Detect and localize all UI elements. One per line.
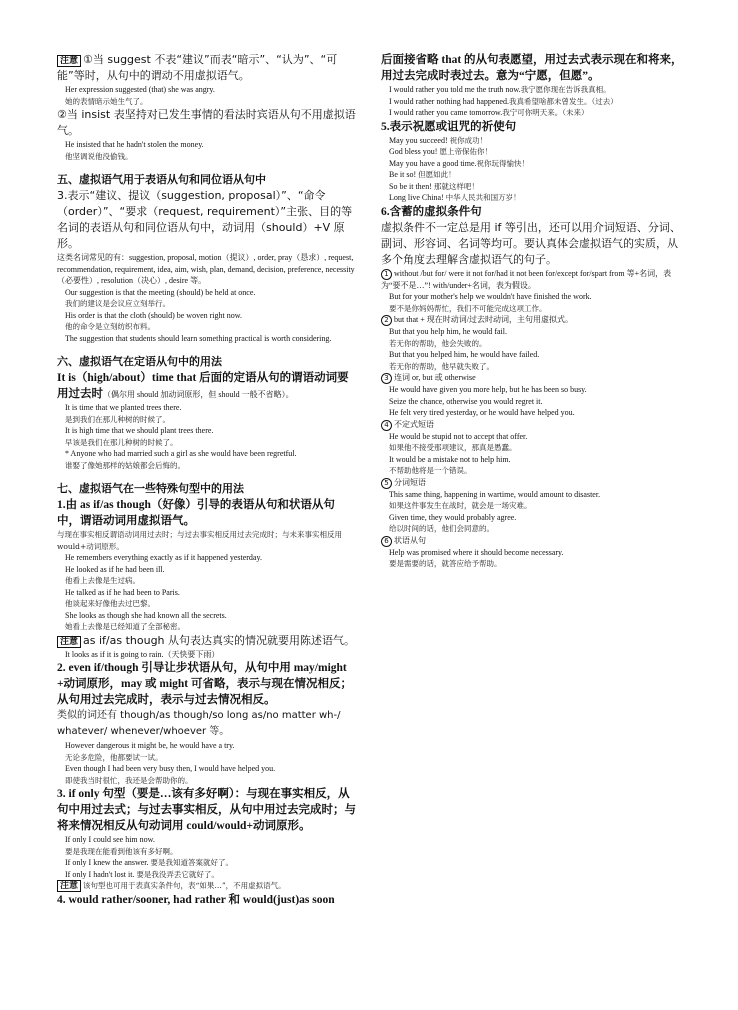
example-en: Help was promised where it should become necessary. [389, 547, 564, 557]
note-suggest: 注意 ①当 suggest 不表“建议”而表“暗示”、“认为”、“可能”等时，从句中的谓动不用虚拟语气。 [57, 53, 338, 82]
example-cn: 无论多危险，他都要试一试。 [65, 752, 163, 762]
example-en: She looks as though she had known all the secrets. [65, 610, 227, 620]
circle-number: 3 [381, 373, 392, 384]
example-en: If only I knew the answer. 要是我知道答案就好了。 [65, 858, 234, 867]
example-en: If only I hadn't lost it. 要是我没弄丢它就好了。 [65, 869, 219, 879]
example-cn: 若无你的帮助，他早就失败了。 [389, 361, 494, 371]
example-cn: 他谈起来好像他去过巴黎。 [65, 599, 155, 608]
example-cn: 要不是你妈妈帮忙，我们不可能完成这项工作。 [389, 303, 547, 313]
example-en: He insisted that he hadn't stolen the money. [65, 140, 204, 149]
section-5-body: 3.表示“建议、提议（suggestion, proposal）”、“命令（order）”、“要求（request, requirement）”主张、目的等名词的表语从句和同位语从句中，动词用（should）+V 原形。 [57, 189, 353, 250]
example-en: However dangerous it might be, he would have a try. [65, 741, 235, 750]
section-5-title: 五、虚拟语气用于表语从句和同位语从句中 [57, 173, 266, 186]
example-en: This same thing, happening in wartime, would amount to disaster. [389, 489, 601, 499]
example-en: The suggestion that students should learn something practical is worth considering. [65, 333, 332, 343]
section-7-1-title: 1.由 as if/as though（好像）引导的表语从句和状语从句中，谓语动词用虚拟语气。 [57, 499, 335, 527]
example-en: He would be stupid not to accept that offer. [389, 431, 528, 441]
list-item-head: 1 without /but for/ were it not for/had it not been for/except for/spart from 等+名词，表为“要不是…”! with/under+名词，表为假设。 [381, 268, 672, 290]
example-en: His order is that the cloth (should) be woven right now. [65, 310, 243, 320]
example-en: I would rather nothing had happened.我真希望啥都未曾发生。（过去） [389, 96, 618, 106]
section-6-rule: It is（high/about）time that 后面的定语从句的谓语动词要用过去时（偶尔用 should 加动词原形，但 should 一般不省略）。 [57, 372, 349, 400]
example-cn: 他坚调说他没偷钱。 [65, 151, 133, 161]
example-cn: 要是我现在能看到他该有多好啊。 [65, 846, 178, 856]
example-en: Her expression suggested (that) she was angry. [65, 85, 215, 94]
example-cn: 他看上去像是生过病。 [65, 576, 140, 585]
example-cn: 她看上去像是已经知道了全部秘密。 [65, 622, 185, 631]
example-en: Even though I had been very busy then, I would have helped you. [65, 764, 276, 773]
example-cn: 她的表情暗示她生气了。 [65, 96, 148, 106]
section-7-1-note: 与现在事实相反谓语动词用过去时；与过去事实相反用过去完成时；与未来事实相反用 would+动词原形。 [57, 530, 342, 551]
example-en: May you have a good time.祝你玩得愉快！ [389, 158, 530, 168]
example-en: Be it so! 但愿如此！ [389, 170, 456, 179]
section-5-list: 这类名词常见的有：suggestion, proposal, motion（提议）, order, pray（恳求）, request, recommendation, requirement, idea, aim, wish, plan, demand, decision, preference, necessity（必要性）, resolution（决心）, desire 等。 [57, 253, 355, 285]
example-en: It is high time that we should plant trees there. [65, 426, 214, 435]
left-column [57, 52, 357, 908]
example-en: It looks as if it is going to rain.（天快要下雨） [65, 649, 220, 659]
example-cn: 要是需要的话，就答应给予帮助。 [389, 559, 502, 568]
example-en: * Anyone who had married such a girl as she would have been regretful. [65, 449, 297, 458]
example-en: It would be a mistake not to help him. [389, 454, 511, 464]
example-en: He remembers everything exactly as if it happened yesterday. [65, 553, 262, 562]
point-insist: ②当 insist 表坚持对已发生事情的看法时宾语从句不用虚拟语气。 [57, 108, 356, 137]
example-en: Seize the chance, otherwise you would regret it. [389, 396, 543, 406]
example-cn: 早该是我们在那儿种树的时候了。 [65, 437, 178, 447]
example-cn: 即使我当时很忙，我还是会帮助你的。 [65, 775, 193, 785]
circle-number: 5 [381, 478, 392, 489]
example-en: So be it then! 那就这样吧！ [389, 181, 479, 191]
list-item-head: 3 连词 or, but 或 otherwise [381, 372, 686, 384]
section-7-2-title: 2. even if/though 引导让步状语从句，从句中用 may/might +动词原形，may 或 might 可省略，表示与现在情况相反；从句用过去完成时，表示与过去情况相反。 [57, 662, 353, 706]
example-cn: 给以时间的话，他们会同意的。 [389, 524, 494, 533]
section-6r-body: 虚拟条件不一定总是用 if 等引出，还可以用介词短语、分词、副词、形容词、名词等均可。要认真体会虚拟语气的实质，从多个角度去理解含虚拟语气的句子。 [381, 220, 681, 266]
example-en: He looked as if he had been ill. [65, 564, 165, 574]
section-5r-title: 5.表示祝愿或诅咒的祈使句 [381, 120, 517, 133]
example-en: But that you helped him, he would have failed. [389, 350, 540, 359]
example-en: Given time, they would probably agree. [389, 512, 517, 522]
example-en: Our suggestion is that the meeting (should) be held at once. [65, 287, 256, 297]
example-en: God bless you! 愿上帝保佑你！ [389, 147, 492, 156]
example-cn: 他的命令是立刻纺织布料。 [65, 322, 155, 331]
section-7-3-title: 3. if only 句型（要是…该有多好啊）：与现在事实相反，从句中用过去式；与过去事实相反，从句中用过去完成时；与将来情况相反从句动词用 could/would+动词原形。 [57, 788, 356, 832]
circle-number: 1 [381, 269, 392, 280]
list-item-head: 5 分词短语 [381, 477, 686, 489]
list-item-head: 4 不定式短语 [381, 419, 686, 431]
example-en: He felt very tired yesterday, or he would have helped you. [389, 408, 575, 417]
section-7-2-body: 类似的词还有 though/as though/so long as/no matter wh-/ whatever/ whenever/whoever 等。 [57, 710, 341, 737]
example-en: I would rather you told me the truth now.我宁愿你现在告诉我真相。 [389, 85, 611, 94]
circle-number: 6 [381, 536, 392, 547]
example-en: If only I could see him now. [65, 835, 155, 844]
example-cn: 是到我们在那儿种树的时候了。 [65, 414, 170, 424]
note-label: 注意 [57, 55, 81, 67]
example-en: He would have given you more help, but he has been so busy. [389, 385, 587, 394]
example-cn: 如果这件事发生在战时，就会是一场灾难。 [389, 501, 532, 510]
example-cn: 我们的建议是会议应立刻举行。 [65, 299, 170, 308]
example-en: Long live China! 中华人民共和国万岁！ [389, 193, 521, 202]
example-cn: 不帮助他将是一个错误。 [389, 466, 472, 475]
example-en: May you succeed! 祝你成功！ [389, 135, 488, 145]
circle-number: 4 [381, 420, 392, 431]
example-en: But that you help him, he would fail. [389, 327, 507, 336]
note-label: 注意 [57, 880, 81, 892]
example-en: I would rather you came tomorrow.我宁可你明天来。（未来） [389, 108, 589, 117]
example-cn: 如果他不接受那项建议，那真是愚蠢。 [389, 443, 517, 452]
example-en: But for your mother's help we wouldn't have finished the work. [389, 292, 592, 301]
section-6r-title: 6.含蓄的虚拟条件句 [381, 205, 482, 218]
list-item-head: 2 but that + 现在时动词/过去时动词，主句用虚拟式。 [381, 314, 686, 326]
note-if-only: 注意 该句型也可用于表真实条件句，表“如果…”，不用虚拟语气。 [57, 880, 357, 892]
note-as-if: 注意 as if/as though 从句表达真实的情况就要用陈述语气。 [57, 633, 357, 649]
section-6-title: 六、虚拟语气在定语从句中的用法 [57, 355, 222, 368]
example-cn: 谁娶了像她那样的姑娘都会后悔的。 [65, 460, 185, 470]
example-en: He talked as if he had been to Paris. [65, 587, 180, 597]
example-en: It is time that we planted trees there. [65, 403, 182, 412]
continued-title: 后面接省略 that 的从句表愿望，用过去式表示现在和将来，用过去完成时表过去。意为“宁愿，但愿”。 [381, 54, 683, 82]
circle-number: 2 [381, 315, 392, 326]
section-7-4-title: 4. would rather/sooner, had rather 和 would(just)as soon [57, 894, 335, 906]
right-column [381, 52, 686, 570]
example-cn: 若无你的帮助，他会失败的。 [389, 338, 487, 348]
note-label: 注意 [57, 636, 81, 648]
section-7-title: 七、虚拟语气在一些特殊句型中的用法 [57, 482, 244, 495]
list-item-head: 6 状语从句 [381, 535, 686, 547]
